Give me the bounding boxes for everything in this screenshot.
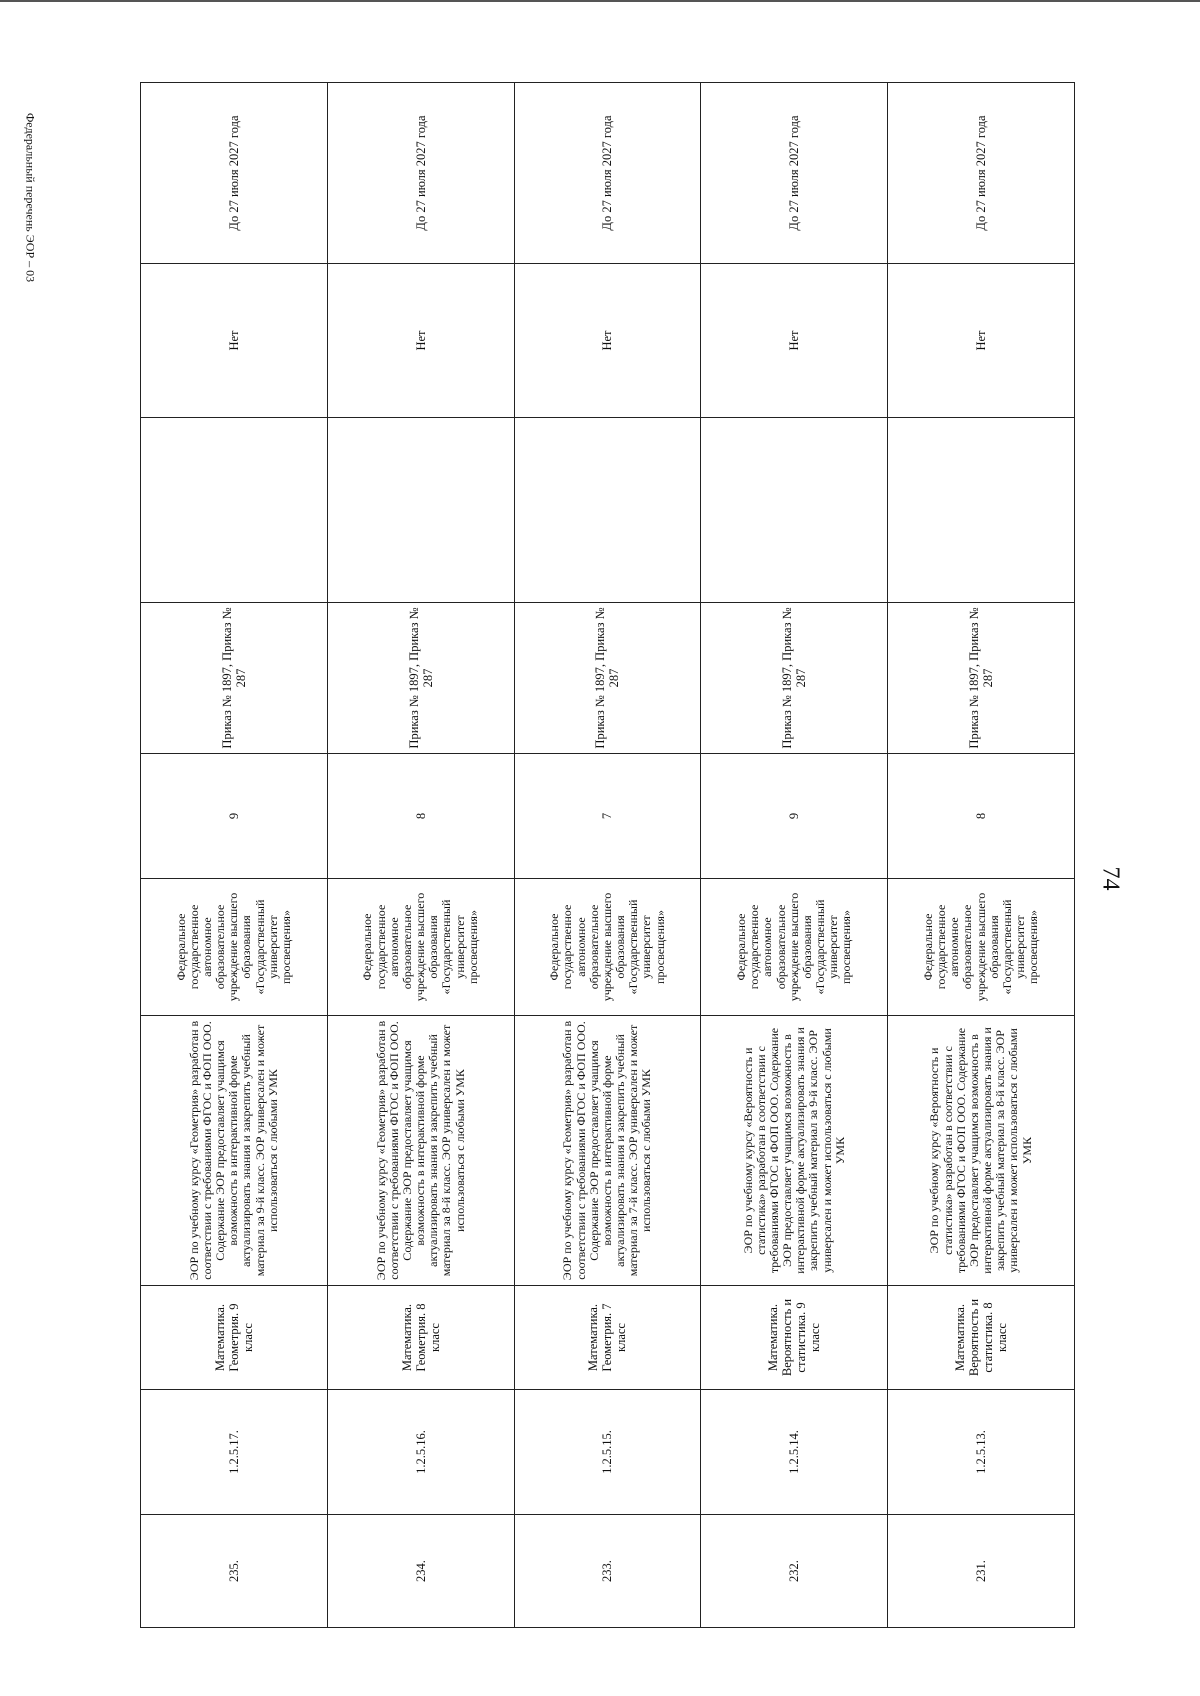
cell-order: Приказ № 1897, Приказ № 287 bbox=[701, 603, 888, 754]
cell-flag: Нет bbox=[701, 264, 888, 418]
cell-grade: 8 bbox=[327, 754, 514, 879]
cell-num: 234. bbox=[327, 1515, 514, 1628]
cell-extra bbox=[141, 418, 328, 603]
cell-grade: 7 bbox=[514, 754, 701, 879]
top-rule bbox=[0, 0, 1200, 2]
cell-grade: 8 bbox=[888, 754, 1075, 879]
footer-label: Федеральный перечень ЭОР – 03 bbox=[23, 112, 38, 283]
cell-extra bbox=[888, 418, 1075, 603]
table-row bbox=[327, 83, 514, 1628]
eor-table bbox=[140, 82, 1075, 1628]
table-row bbox=[141, 83, 328, 1628]
cell-num: 235. bbox=[141, 1515, 328, 1628]
cell-extra bbox=[701, 418, 888, 603]
table-row bbox=[888, 83, 1075, 1628]
cell-description: ЭОР по учебному курсу «Геометрия» разработан в соответствии с требованиями ФГОС и ФОП ООО. Содержание ЭОР предоставляет учащимся возможность в интерактивной форме актуализировать знания и закрепить учебный материал за 8-й класс. ЭОР универсален и может использоваться с любыми УМК bbox=[327, 1016, 514, 1286]
cell-org: Федеральное государственное автономное образовательное учреждение высшего образования «Государственный университет просвещения» bbox=[888, 879, 1075, 1016]
cell-order: Приказ № 1897, Приказ № 287 bbox=[888, 603, 1075, 754]
cell-flag: Нет bbox=[327, 264, 514, 418]
cell-description: ЭОР по учебному курсу «Вероятность и статистика» разработан в соответствии с требованиями ФГОС и ФОП ООО. Содержание ЭОР предоставляет учащимся возможность в интерактивной форме актуализировать знания и закрепить учебный материал за 9-й класс. ЭОР универсален и может использоваться с любыми УМК bbox=[701, 1016, 888, 1286]
cell-grade: 9 bbox=[701, 754, 888, 879]
cell-order: Приказ № 1897, Приказ № 287 bbox=[327, 603, 514, 754]
cell-extra bbox=[327, 418, 514, 603]
cell-code: 1.2.5.14. bbox=[701, 1390, 888, 1515]
cell-flag: Нет bbox=[514, 264, 701, 418]
cell-term: До 27 июля 2027 года bbox=[514, 83, 701, 264]
cell-term: До 27 июля 2027 года bbox=[327, 83, 514, 264]
cell-subject: Математика. Вероятность и статистика. 8 класс bbox=[888, 1286, 1075, 1390]
cell-term: До 27 июля 2027 года bbox=[888, 83, 1075, 264]
cell-description: ЭОР по учебному курсу «Геометрия» разработан в соответствии с требованиями ФГОС и ФОП ООО. Содержание ЭОР предоставляет учащимся возможность в интерактивной форме актуализировать знания и закрепить учебный материал за 7-й класс. ЭОР универсален и может использоваться с любыми УМК bbox=[514, 1016, 701, 1286]
cell-code: 1.2.5.15. bbox=[514, 1390, 701, 1515]
cell-order: Приказ № 1897, Приказ № 287 bbox=[141, 603, 328, 754]
cell-subject: Математика. Геометрия. 7 класс bbox=[514, 1286, 701, 1390]
cell-term: До 27 июля 2027 года bbox=[701, 83, 888, 264]
cell-org: Федеральное государственное автономное образовательное учреждение высшего образования «Государственный университет просвещения» bbox=[327, 879, 514, 1016]
cell-order: Приказ № 1897, Приказ № 287 bbox=[514, 603, 701, 754]
cell-num: 232. bbox=[701, 1515, 888, 1628]
cell-extra bbox=[514, 418, 701, 603]
cell-flag: Нет bbox=[141, 264, 328, 418]
cell-term: До 27 июля 2027 года bbox=[141, 83, 328, 264]
cell-code: 1.2.5.16. bbox=[327, 1390, 514, 1515]
cell-org: Федеральное государственное автономное образовательное учреждение высшего образования «Государственный университет просвещения» bbox=[514, 879, 701, 1016]
cell-subject: Математика. Вероятность и статистика. 9 класс bbox=[701, 1286, 888, 1390]
cell-num: 231. bbox=[888, 1515, 1075, 1628]
cell-code: 1.2.5.13. bbox=[888, 1390, 1075, 1515]
cell-subject: Математика. Геометрия. 9 класс bbox=[141, 1286, 328, 1390]
cell-subject: Математика. Геометрия. 8 класс bbox=[327, 1286, 514, 1390]
cell-org: Федеральное государственное автономное образовательное учреждение высшего образования «Государственный университет просвещения» bbox=[141, 879, 328, 1016]
cell-code: 1.2.5.17. bbox=[141, 1390, 328, 1515]
cell-description: ЭОР по учебному курсу «Геометрия» разработан в соответствии с требованиями ФГОС и ФОП ООО. Содержание ЭОР предоставляет учащимся возможность в интерактивной форме актуализировать знания и закрепить учебный материал за 9-й класс. ЭОР универсален и может использоваться с любыми УМК bbox=[141, 1016, 328, 1286]
cell-description: ЭОР по учебному курсу «Вероятность и статистика» разработан в соответствии с требованиями ФГОС и ФОП ООО. Содержание ЭОР предоставляет учащимся возможность в интерактивной форме актуализировать знания и закрепить учебный материал за 8-й класс. ЭОР универсален и может использоваться с любыми УМК bbox=[888, 1016, 1075, 1286]
table-row bbox=[514, 83, 701, 1628]
cell-flag: Нет bbox=[888, 264, 1075, 418]
table-row bbox=[701, 83, 888, 1628]
table-container bbox=[140, 83, 1075, 1628]
cell-num: 233. bbox=[514, 1515, 701, 1628]
cell-grade: 9 bbox=[141, 754, 328, 879]
cell-org: Федеральное государственное автономное образовательное учреждение высшего образования «Государственный университет просвещения» bbox=[701, 879, 888, 1016]
page-number: 74 bbox=[1097, 866, 1124, 891]
